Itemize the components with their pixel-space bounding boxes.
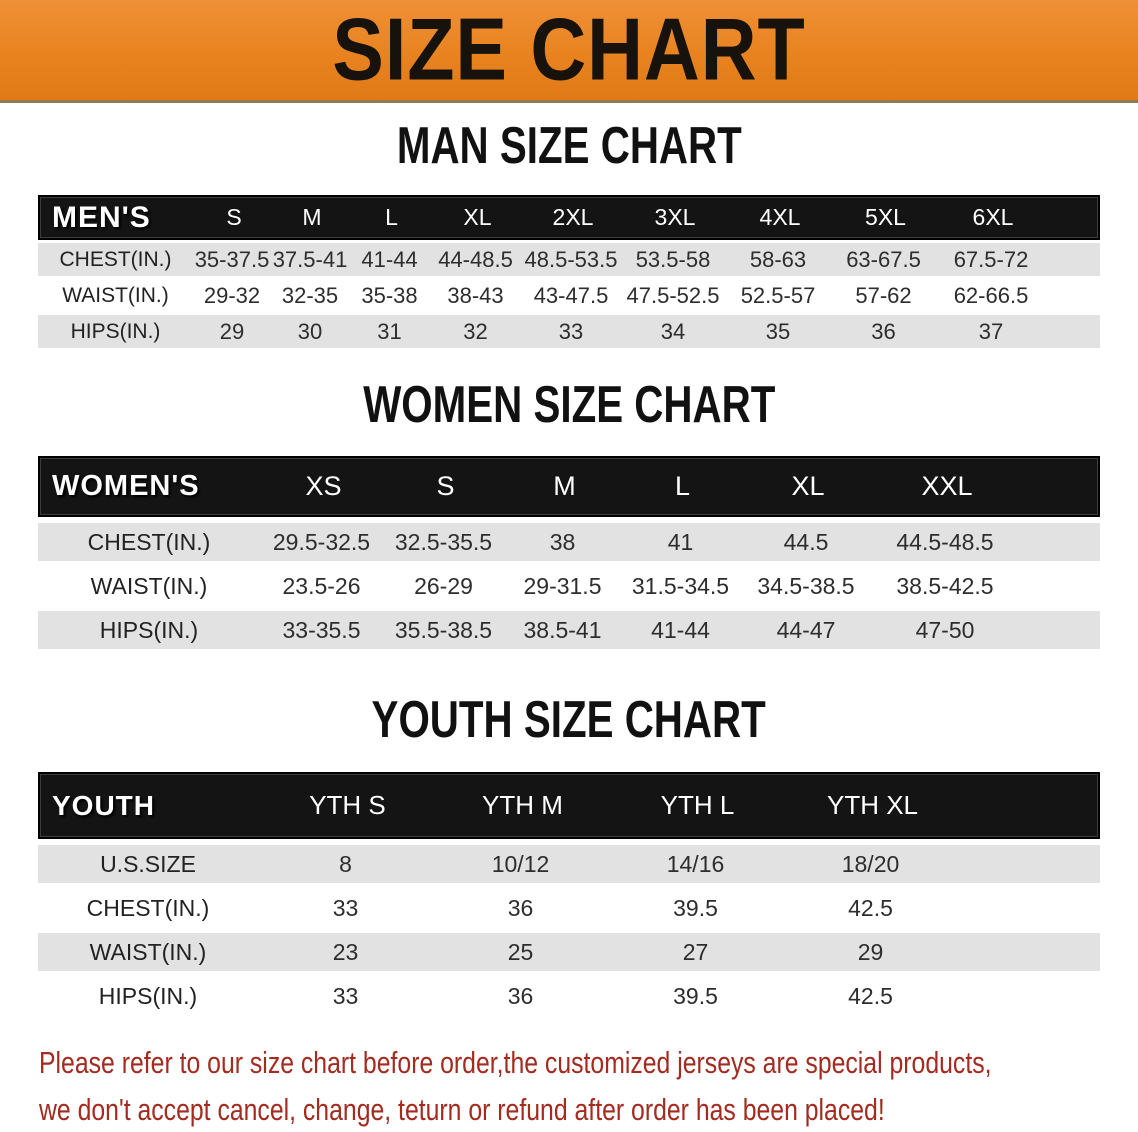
row-filler: [1046, 315, 1100, 348]
size-value-cell: 23.5-26: [282, 572, 361, 599]
measurement-label: WAIST(IN.): [62, 283, 169, 307]
size-value-cell: 29-31.5: [523, 572, 602, 599]
row-filler: [958, 845, 1100, 883]
womens-table-row: [38, 523, 1100, 561]
size-value-cell: 43-47.5: [533, 282, 609, 308]
size-value-cell: 38.5-42.5: [896, 572, 994, 599]
size-value-cell: 52.5-57: [740, 282, 816, 308]
measurement-label: HIPS(IN.): [99, 616, 199, 643]
womens-table-row: [38, 567, 1100, 605]
size-value-cell: 37: [978, 318, 1004, 344]
measurement-label: CHEST(IN.): [86, 894, 210, 921]
womens-table-row: [38, 611, 1100, 649]
size-value-cell: 25: [507, 938, 534, 965]
size-value-cell: 35-37.5: [194, 246, 270, 272]
size-column-header-s: S: [436, 471, 455, 501]
size-value-cell: 37.5-41: [272, 246, 348, 272]
size-value-cell: 29.5-32.5: [272, 528, 371, 555]
man-size-chart-heading-text: MAN SIZE CHART: [396, 117, 742, 176]
size-value-cell: 27: [682, 938, 709, 965]
youth-corner-label: YOUTH: [52, 789, 155, 821]
disclaimer-line-1: Please refer to our size chart before order,the customized jerseys are special products,: [39, 1045, 992, 1080]
header-filler: [1048, 197, 1098, 238]
size-value-cell: 8: [339, 850, 352, 877]
youth-size-chart-heading-text: YOUTH SIZE CHART: [371, 691, 767, 750]
mens-table-row: [38, 279, 1100, 312]
size-value-cell: 34: [660, 318, 686, 344]
size-value-cell: 35-38: [361, 282, 418, 308]
youth-table-header: [38, 772, 1100, 839]
row-filler: [958, 977, 1100, 1015]
size-value-cell: 39.5: [673, 982, 718, 1009]
youth-size-table: [38, 772, 1100, 1015]
size-value-cell: 33: [332, 894, 359, 921]
mens-table-row: [38, 315, 1100, 348]
measurement-label: HIPS(IN.): [98, 982, 198, 1009]
women-size-chart-heading: [0, 378, 1138, 434]
womens-table-header: [38, 456, 1100, 517]
size-value-cell: 42.5: [848, 894, 893, 921]
youth-table-row: [38, 889, 1100, 927]
size-value-cell: 26-29: [414, 572, 473, 599]
header-filler: [1020, 458, 1098, 515]
size-value-cell: 62-66.5: [953, 282, 1029, 308]
man-size-chart-heading: [0, 119, 1138, 175]
order-disclaimer: [0, 1039, 1138, 1132]
size-column-header-xl: XL: [791, 471, 825, 501]
size-value-cell: 36: [871, 318, 896, 344]
size-value-cell: 42.5: [848, 982, 893, 1009]
size-column-header-3xl: 3XL: [654, 204, 696, 230]
row-filler: [1018, 611, 1100, 649]
size-value-cell: 32: [463, 318, 488, 344]
size-value-cell: 30: [297, 318, 323, 344]
womens-size-table: [38, 456, 1100, 649]
size-value-cell: 38: [549, 528, 576, 555]
size-value-cell: 33-35.5: [282, 616, 361, 643]
measurement-label: CHEST(IN.): [87, 528, 211, 555]
size-chart-banner: [0, 0, 1138, 103]
size-column-header-yth-l: YTH L: [660, 790, 735, 820]
womens-corner-label: WOMEN'S: [52, 470, 200, 502]
mens-size-table: [38, 195, 1100, 348]
row-filler: [1018, 567, 1100, 605]
row-filler: [1046, 279, 1100, 312]
size-value-cell: 58-63: [749, 246, 807, 272]
size-value-cell: 35.5-38.5: [394, 616, 493, 643]
size-column-header-xs: XS: [305, 471, 342, 501]
size-value-cell: 44-47: [776, 616, 836, 643]
size-value-cell: 48.5-53.5: [524, 246, 618, 272]
disclaimer-line-2: we don't accept cancel, change, teturn or refund after order has been placed!: [39, 1092, 885, 1127]
banner-title: SIZE CHART: [332, 0, 806, 99]
size-column-header-l: L: [385, 204, 398, 230]
size-column-header-4xl: 4XL: [759, 204, 801, 230]
size-value-cell: 36: [507, 894, 534, 921]
size-value-cell: 41: [667, 528, 694, 555]
size-value-cell: 47.5-52.5: [626, 282, 720, 308]
size-value-cell: 32-35: [281, 282, 339, 308]
row-filler: [1018, 523, 1100, 561]
mens-table-header: [38, 195, 1100, 240]
size-value-cell: 47-50: [915, 616, 975, 643]
size-column-header-m: M: [553, 471, 576, 501]
size-value-cell: 31: [377, 318, 402, 344]
measurement-label: WAIST(IN.): [89, 938, 207, 965]
measurement-label: CHEST(IN.): [59, 247, 172, 271]
size-value-cell: 35: [765, 318, 791, 344]
size-value-cell: 44.5-48.5: [896, 528, 994, 555]
size-value-cell: 18/20: [841, 850, 900, 877]
header-filler: [960, 774, 1098, 837]
mens-corner-label: MEN'S: [52, 200, 151, 234]
row-filler: [1046, 243, 1100, 276]
size-column-header-2xl: 2XL: [552, 204, 594, 230]
youth-table-row: [38, 933, 1100, 971]
size-value-cell: 10/12: [491, 850, 550, 877]
measurement-label: HIPS(IN.): [70, 319, 161, 343]
size-value-cell: 41-44: [361, 246, 418, 272]
size-column-header-m: M: [302, 204, 322, 230]
size-value-cell: 39.5: [673, 894, 718, 921]
size-value-cell: 33: [332, 982, 359, 1009]
size-value-cell: 67.5-72: [953, 246, 1029, 272]
size-value-cell: 41-44: [651, 616, 710, 643]
size-value-cell: 29-32: [203, 282, 261, 308]
size-value-cell: 31.5-34.5: [631, 572, 730, 599]
youth-table-row: [38, 845, 1100, 883]
measurement-label: U.S.SIZE: [100, 850, 196, 877]
row-filler: [958, 889, 1100, 927]
size-column-header-xxl: XXL: [921, 471, 973, 501]
size-column-header-yth-m: YTH M: [482, 790, 563, 820]
size-value-cell: 44.5: [783, 528, 829, 555]
size-value-cell: 34.5-38.5: [757, 572, 855, 599]
measurement-label: WAIST(IN.): [90, 572, 208, 599]
size-value-cell: 32.5-35.5: [394, 528, 493, 555]
size-column-header-yth-s: YTH S: [309, 790, 386, 820]
size-column-header-yth-xl: YTH XL: [826, 790, 919, 820]
row-filler: [958, 933, 1100, 971]
size-value-cell: 14/16: [666, 850, 725, 877]
size-column-header-l: L: [674, 471, 691, 501]
size-value-cell: 38.5-41: [523, 616, 602, 643]
size-value-cell: 53.5-58: [635, 246, 711, 272]
size-value-cell: 63-67.5: [846, 246, 921, 272]
youth-size-chart-heading: [0, 693, 1138, 749]
size-value-cell: 36: [507, 982, 534, 1009]
mens-table-row: [38, 243, 1100, 276]
size-column-header-s: S: [226, 204, 242, 230]
size-value-cell: 33: [558, 318, 584, 344]
women-size-chart-heading-text: WOMEN SIZE CHART: [362, 376, 776, 435]
size-value-cell: 38-43: [447, 282, 504, 308]
size-value-cell: 29: [219, 318, 245, 344]
size-column-header-5xl: 5XL: [865, 204, 906, 230]
youth-table-row: [38, 977, 1100, 1015]
size-column-header-xl: XL: [463, 204, 492, 230]
size-value-cell: 23: [332, 938, 359, 965]
size-column-header-6xl: 6XL: [972, 204, 1014, 230]
size-value-cell: 44-48.5: [438, 246, 513, 272]
size-value-cell: 57-62: [855, 282, 912, 308]
size-value-cell: 29: [857, 938, 884, 965]
